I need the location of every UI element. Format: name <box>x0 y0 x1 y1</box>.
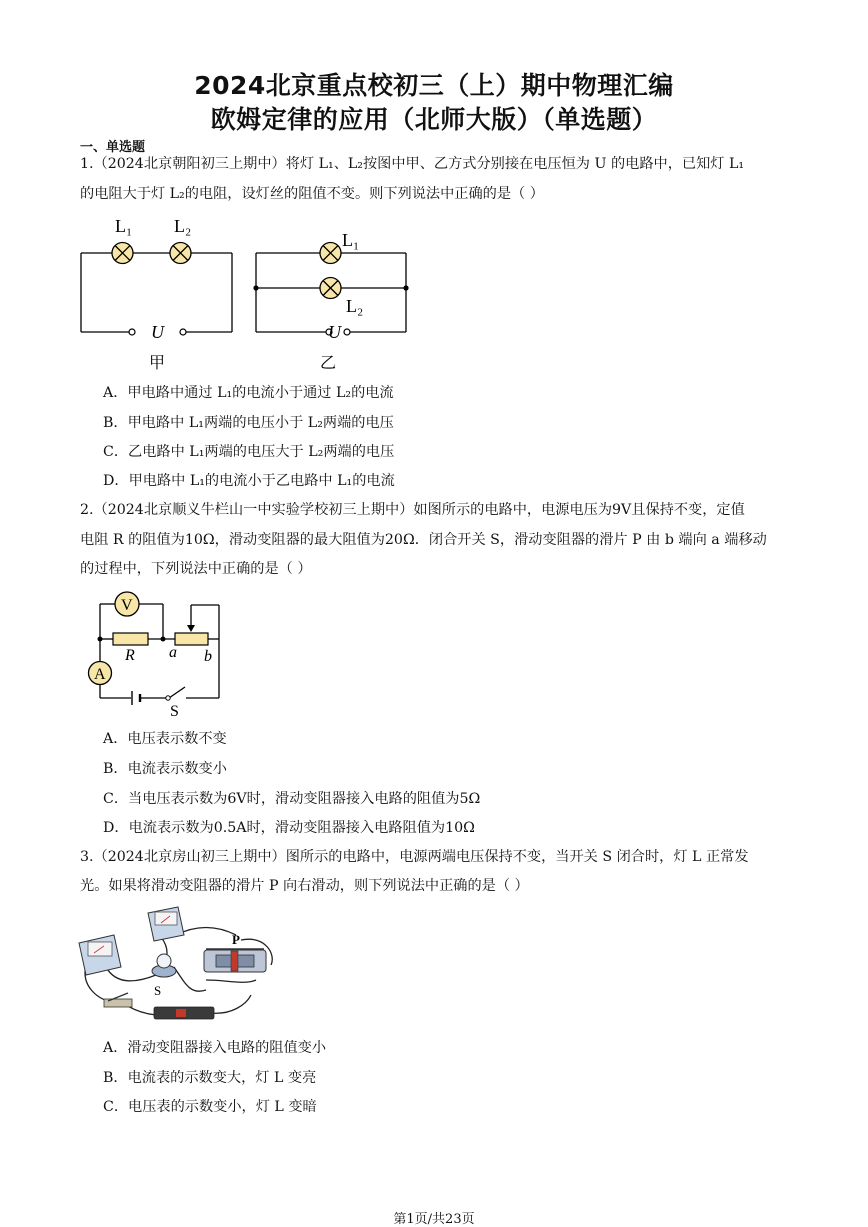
voltmeter-icon <box>148 907 184 941</box>
q1-label-yi: 乙 <box>320 353 337 372</box>
page-footer: 第1页/共23页 <box>393 1212 475 1227</box>
q3-stem-line1: 3.（2024北京房山初三上期中）图所示的电路中，电源两端电压保持不变，当开关 S 闭合时，灯 L 正常发 <box>80 849 749 865</box>
q1-option-a: A．甲电路中通过 L₁的电流小于通过 L₂的电流 <box>103 385 394 401</box>
switch-icon <box>104 993 132 1007</box>
q1-yi-label-l2: L₂ <box>346 296 364 316</box>
q1-stem-line1: 1.（2024北京朝阳初三上期中）将灯 L₁、L₂按图中甲、乙方式分别接在电压恒为 U 的电路中，已知灯 L₁ <box>80 156 745 172</box>
q1-yi-label-l1: L₁ <box>342 230 360 250</box>
q1-circuit-jia <box>75 210 240 375</box>
q2-stem-line2: 电阻 R 的阻值为10Ω，滑动变阻器的最大阻值为20Ω．闭合开关 S，滑动变阻器的滑片 P 由 b 端向 a 端移动 <box>80 532 767 548</box>
q1-circuit-yi <box>250 220 415 375</box>
bulb-icon <box>152 954 176 977</box>
q2-label-a-meter: A <box>94 666 106 683</box>
q3-option-a: A．滑动变阻器接入电路的阻值变小 <box>103 1040 327 1056</box>
q2-label-r: R <box>125 647 135 664</box>
q2-label-a: a <box>169 644 177 661</box>
battery-icon <box>154 1007 214 1019</box>
lamp-icon <box>320 278 341 299</box>
q2-option-b: B．电流表示数变小 <box>103 761 227 777</box>
q3-label-s: S <box>154 983 162 998</box>
q2-option-d: D．电流表示数为0.5A时，滑动变阻器接入电路阻值为10Ω <box>103 820 475 836</box>
q2-stem-line3: 的过程中，下列说法中正确的是（ ） <box>80 561 312 577</box>
lamp-icon <box>170 243 191 264</box>
q1-stem-line2: 的电阻大于灯 L₂的电阻，设灯丝的阻值不变。则下列说法中正确的是（ ） <box>80 186 544 202</box>
q1-option-b: B．甲电路中 L₁两端的电压小于 L₂两端的电压 <box>103 415 394 431</box>
section-heading: 一、单选题 <box>80 140 146 155</box>
q2-label-v: V <box>121 597 133 614</box>
q2-circuit-diagram <box>84 588 229 718</box>
q1-label-jia: 甲 <box>149 353 166 372</box>
q1-label-u: U <box>151 322 164 342</box>
lamp-icon <box>112 243 133 264</box>
q3-apparatus-illustration <box>76 905 276 1025</box>
q2-stem-line1: 2.（2024北京顺义牛栏山一中实验学校初三上期中）如图所示的电路中，电源电压为9V且保持不变，定值 <box>80 502 745 518</box>
rheostat-icon <box>204 949 266 972</box>
ammeter-icon <box>89 662 112 685</box>
q1-label-l2: L₂ <box>174 216 192 236</box>
document-subtitle: 欧姆定律的应用（北师大版）（单选题） <box>210 105 658 134</box>
q3-stem-line2: 光。如果将滑动变阻器的滑片 P 向右滑动，则下列说法中正确的是（ ） <box>80 878 529 894</box>
q3-option-b: B．电流表的示数变大，灯 L 变亮 <box>103 1070 317 1086</box>
voltmeter-icon <box>115 592 139 616</box>
q2-option-a: A．电压表示数不变 <box>103 731 227 747</box>
ammeter-icon <box>79 935 121 975</box>
q3-option-c: C．电压表的示数变小，灯 L 变暗 <box>103 1099 317 1115</box>
q3-label-p: P <box>232 932 240 947</box>
document-title: 2024北京重点校初三（上）期中物理汇编 <box>194 71 674 100</box>
q1-label-l1: L₁ <box>115 216 133 236</box>
q1-option-c: C．乙电路中 L₁两端的电压大于 L₂两端的电压 <box>103 444 395 460</box>
q2-label-s: S <box>170 703 179 720</box>
lamp-icon <box>320 243 341 264</box>
q1-option-d: D．甲电路中 L₁的电流小于乙电路中 L₁的电流 <box>103 473 395 489</box>
q2-label-b: b <box>204 648 212 665</box>
q1-yi-label-u: U <box>328 322 341 342</box>
q2-option-c: C．当电压表示数为6V时，滑动变阻器接入电路的阻值为5Ω <box>103 791 481 807</box>
